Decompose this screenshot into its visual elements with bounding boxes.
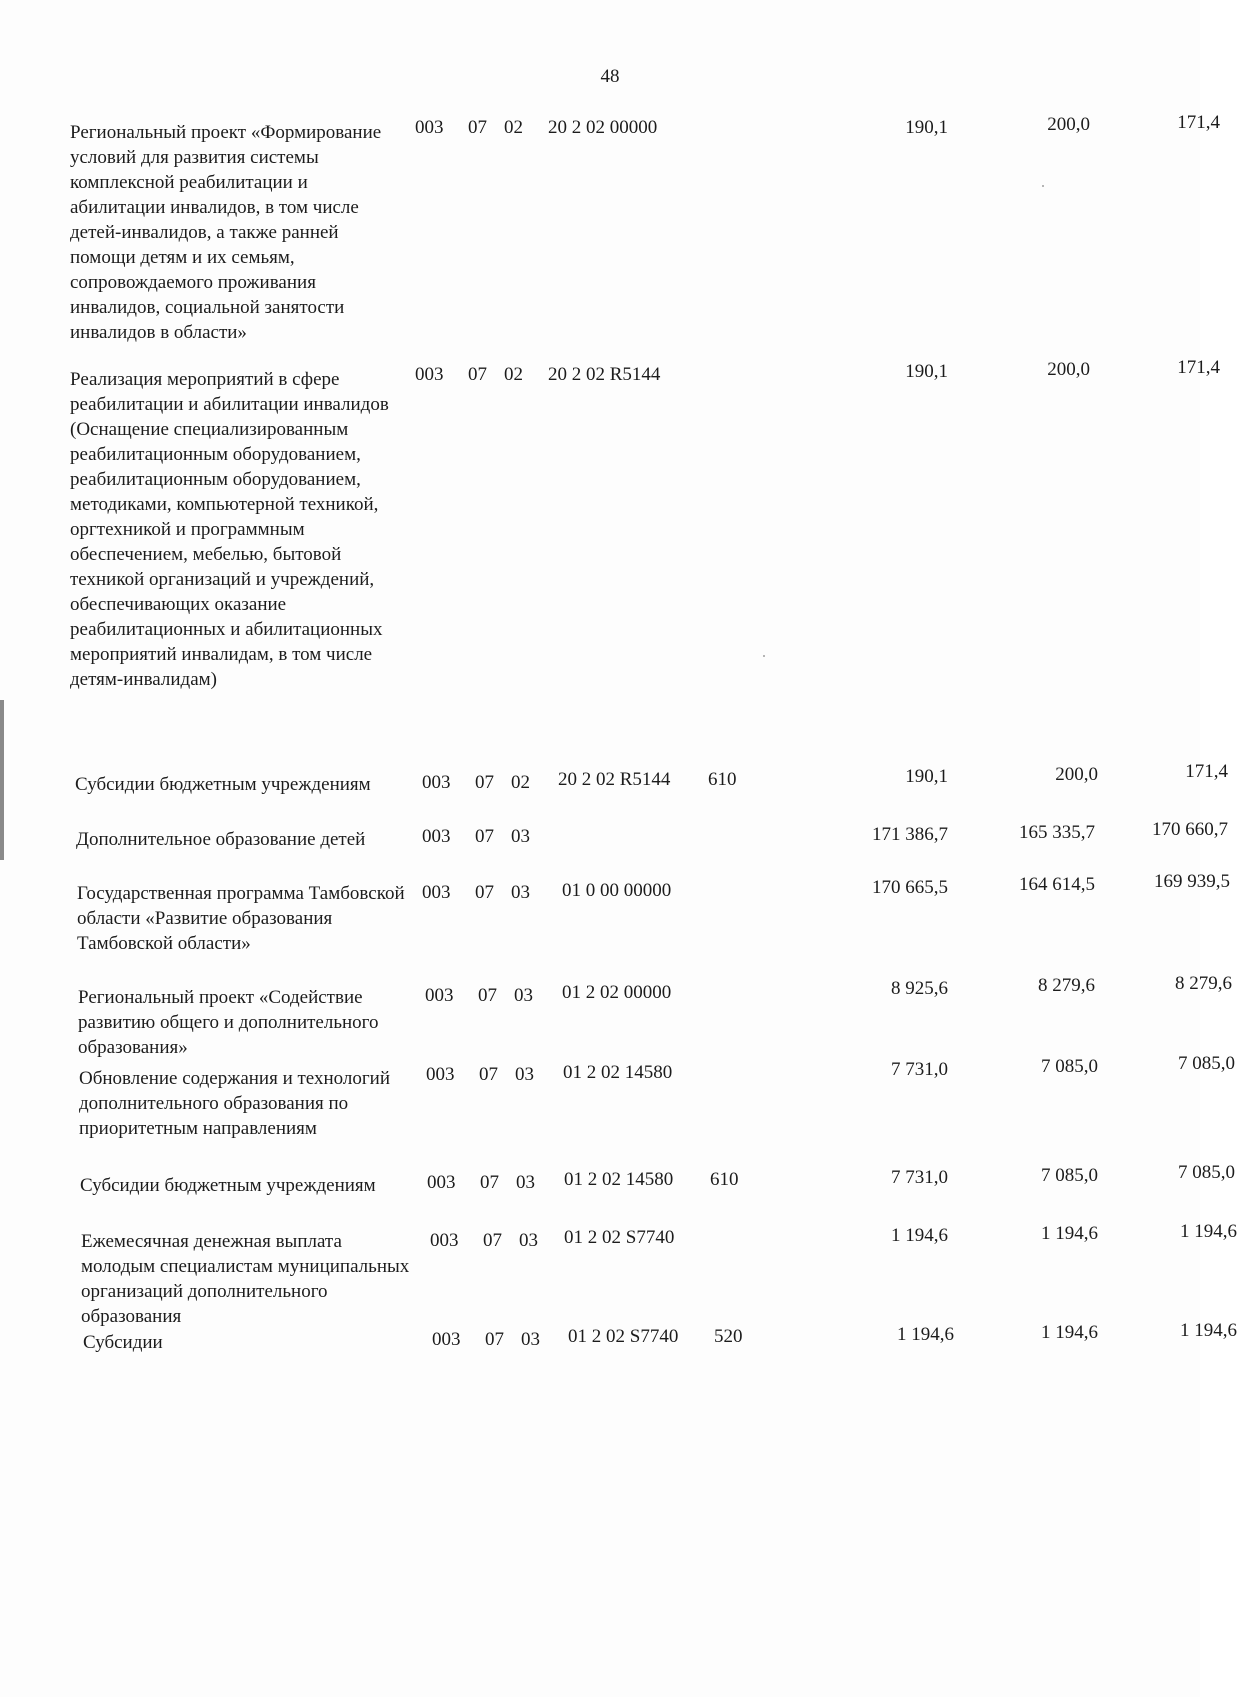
- cell-amount-year-1: 171 386,7: [872, 824, 948, 845]
- cell-target-article: 20 2 02 R5144: [558, 769, 671, 790]
- cell-section: 07: [468, 364, 487, 385]
- cell-target-article: 01 2 02 14580: [563, 1062, 673, 1083]
- cell-amount-year-3: 1 194,6: [1180, 1221, 1237, 1242]
- cell-amount-year-1: 170 665,5: [872, 877, 948, 898]
- cell-amount-year-3: 170 660,7: [1152, 819, 1228, 840]
- page-number: 48: [600, 66, 620, 87]
- cell-admin-code: 003: [430, 1230, 459, 1251]
- cell-amount-year-1: 190,1: [905, 766, 948, 787]
- cell-section: 07: [475, 772, 494, 793]
- table-row: [70, 112, 1220, 360]
- cell-section: 07: [475, 826, 494, 847]
- table-row: [70, 1320, 1237, 1360]
- cell-target-article: 01 2 02 S7740: [568, 1326, 679, 1347]
- cell-amount-year-2: 8 279,6: [1038, 975, 1095, 996]
- cell-subsection: 02: [504, 117, 523, 138]
- cell-section: 07: [479, 1064, 498, 1085]
- row-name: Субсидии бюджетным учреждениям: [80, 1175, 376, 1196]
- cell-amount-year-1: 190,1: [905, 361, 948, 382]
- row-name: Субсидии бюджетным учреждениям: [75, 774, 371, 795]
- scan-edge-shadow: [0, 700, 4, 860]
- cell-admin-code: 003: [422, 772, 451, 793]
- cell-amount-year-2: 200,0: [1055, 764, 1098, 785]
- cell-amount-year-3: 169 939,5: [1154, 871, 1230, 892]
- cell-subsection: 03: [519, 1230, 538, 1251]
- row-name: Дополнительное образование детей: [76, 829, 366, 850]
- cell-admin-code: 003: [427, 1172, 456, 1193]
- cell-subsection: 03: [511, 826, 530, 847]
- cell-amount-year-3: 7 085,0: [1178, 1053, 1235, 1074]
- table-row: [70, 1162, 1235, 1223]
- cell-section: 07: [468, 117, 487, 138]
- cell-expense-type: 610: [710, 1169, 739, 1190]
- cell-amount-year-1: 1 194,6: [897, 1324, 954, 1345]
- cell-amount-year-2: 7 085,0: [1041, 1165, 1098, 1186]
- table-row: [70, 871, 1230, 981]
- cell-amount-year-3: 1 194,6: [1180, 1320, 1237, 1341]
- cell-section: 07: [483, 1230, 502, 1251]
- cell-amount-year-3: 171,4: [1177, 112, 1220, 133]
- row-name: Региональный проект «Содействие развитию общего и дополнительного образования»: [78, 987, 379, 1058]
- cell-admin-code: 003: [422, 882, 451, 903]
- cell-subsection: 03: [511, 882, 530, 903]
- cell-subsection: 02: [511, 772, 530, 793]
- cell-amount-year-2: 1 194,6: [1041, 1223, 1098, 1244]
- row-name: Региональный проект «Формирование условий для развития системы комплексной реабилитации и абилитации инвалидов, в том числе детей-инвалидов, а также ранней помощи детям и их семьям, сопровождаемого проживания инвалидов, социальной занятости инвалидов в области»: [70, 122, 382, 343]
- table-row: [70, 1221, 1237, 1329]
- cell-amount-year-1: 8 925,6: [891, 978, 948, 999]
- row-name: Ежемесячная денежная выплата молодым специалистам муниципальных организаций дополнительного образования: [81, 1231, 410, 1327]
- cell-subsection: 02: [504, 364, 523, 385]
- table-row: [70, 761, 1228, 822]
- cell-section: 07: [480, 1172, 499, 1193]
- cell-amount-year-2: 164 614,5: [1019, 874, 1095, 895]
- cell-amount-year-1: 7 731,0: [891, 1059, 948, 1080]
- cell-admin-code: 003: [415, 117, 444, 138]
- row-name: Государственная программа Тамбовской области «Развитие образования Тамбовской области»: [77, 883, 405, 954]
- cell-section: 07: [475, 882, 494, 903]
- cell-amount-year-1: 190,1: [905, 117, 948, 138]
- cell-amount-year-2: 7 085,0: [1041, 1056, 1098, 1077]
- cell-amount-year-3: 171,4: [1185, 761, 1228, 782]
- cell-section: 07: [478, 985, 497, 1006]
- cell-target-article: 20 2 02 R5144: [548, 364, 661, 385]
- cell-amount-year-1: 1 194,6: [891, 1225, 948, 1246]
- cell-subsection: 03: [521, 1329, 540, 1350]
- cell-target-article: 01 2 02 14580: [564, 1169, 674, 1190]
- cell-amount-year-2: 1 194,6: [1041, 1322, 1098, 1343]
- cell-subsection: 03: [515, 1064, 534, 1085]
- cell-admin-code: 003: [422, 826, 451, 847]
- cell-amount-year-3: 8 279,6: [1175, 973, 1232, 994]
- cell-target-article: 01 2 02 00000: [562, 982, 672, 1003]
- cell-amount-year-2: 200,0: [1047, 359, 1090, 380]
- table-row: [70, 357, 1220, 767]
- cell-target-article: 20 2 02 00000: [548, 117, 658, 138]
- cell-section: 07: [485, 1329, 504, 1350]
- row-name: Субсидии: [83, 1332, 163, 1353]
- table-row: [70, 819, 1228, 877]
- cell-admin-code: 003: [415, 364, 444, 385]
- cell-target-article: 01 0 00 00000: [562, 880, 672, 901]
- cell-admin-code: 003: [426, 1064, 455, 1085]
- cell-amount-year-1: 7 731,0: [891, 1167, 948, 1188]
- cell-expense-type: 610: [708, 769, 737, 790]
- cell-subsection: 03: [514, 985, 533, 1006]
- cell-amount-year-3: 171,4: [1177, 357, 1220, 378]
- table-row: [70, 973, 1232, 1060]
- table-row: [70, 1053, 1235, 1166]
- cell-amount-year-3: 7 085,0: [1178, 1162, 1235, 1183]
- row-name: Реализация мероприятий в сфере реабилитации и абилитации инвалидов (Оснащение специализированным реабилитационным оборудованием, реабилитационным оборудованием, методиками, компьютерной техникой, оргтехникой и программным обеспечением, мебелью, бытовой техникой организаций и учреждений, обеспечивающих оказание реабилитационных и абилитационных мероприятий инвалидам, в том числе детям-инвалидам): [70, 369, 389, 690]
- cell-amount-year-2: 165 335,7: [1019, 822, 1095, 843]
- cell-admin-code: 003: [425, 985, 454, 1006]
- cell-expense-type: 520: [714, 1326, 743, 1347]
- cell-admin-code: 003: [432, 1329, 461, 1350]
- cell-subsection: 03: [516, 1172, 535, 1193]
- cell-target-article: 01 2 02 S7740: [564, 1227, 675, 1248]
- cell-amount-year-2: 200,0: [1047, 114, 1090, 135]
- row-name: Обновление содержания и технологий дополнительного образования по приоритетным направлениям: [79, 1068, 391, 1139]
